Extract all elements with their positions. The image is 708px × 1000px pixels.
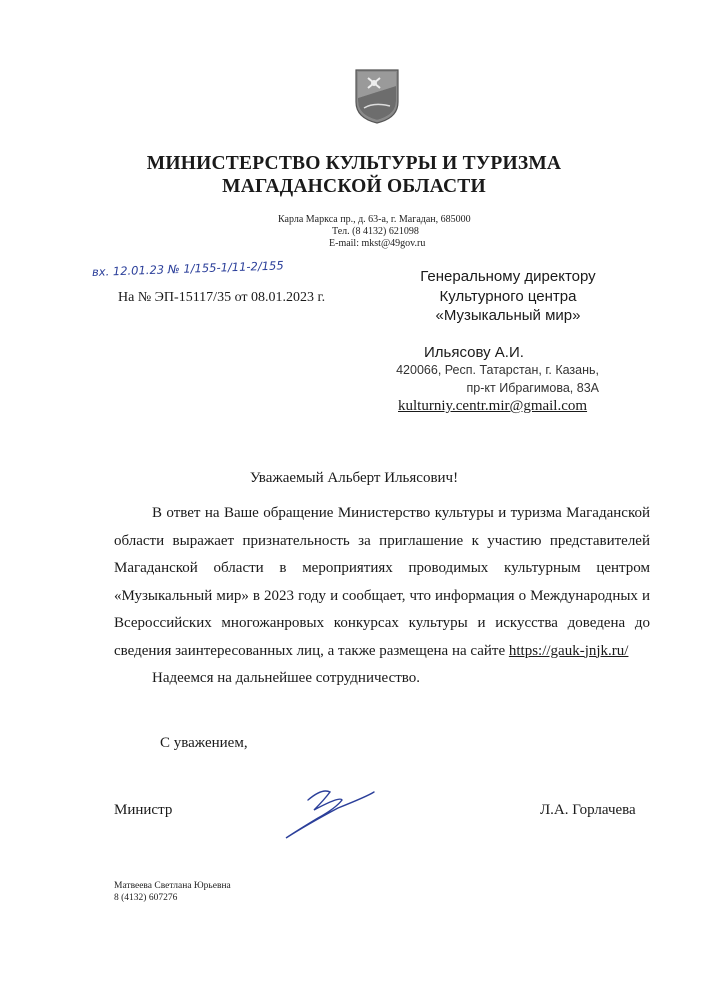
recipient-name: Ильясову А.И.	[424, 344, 524, 361]
ministry-address: Карла Маркса пр., д. 63-а, г. Магадан, 685000	[278, 214, 471, 225]
ministry-phone: Тел. (8 4132) 621098	[332, 226, 419, 237]
ministry-title-line2: МАГАДАНСКОЙ ОБЛАСТИ	[222, 176, 486, 197]
ministry-email: E-mail: mkst@49gov.ru	[329, 238, 426, 249]
letter-paragraph-1-text: В ответ на Ваше обращение Министерство культуры и туризма Магаданской области выражает признательность за приглашение к участию представителей Магаданской области в мероприятиях проводимых культурным центром «Музыкальный мир» в 2023 году и сообщает, что информация о Международных и Всероссийских многожанровых конкурсах культуры и искусства доведена до сведения заинтересованных лиц, а также размещена на сайте	[114, 505, 650, 659]
site-link[interactable]: https://gauk-jnjk.ru/	[508, 642, 629, 659]
outgoing-reference: На № ЭП-15117/35 от 08.01.2023 г.	[118, 290, 326, 305]
executor-info	[114, 880, 231, 904]
closing: С уважением,	[160, 735, 248, 751]
coat-of-arms-icon	[354, 68, 400, 124]
recipient-line2: Культурного центра	[439, 288, 577, 305]
executor-name: Матвеева Светлана Юрьевна	[114, 881, 231, 891]
handwritten-registration-note: вх. 12.01.23 № 1/155-1/11-2/155	[91, 258, 284, 279]
ministry-title-line1: МИНИСТЕРСТВО КУЛЬТУРЫ И ТУРИЗМА	[146, 153, 562, 174]
signature-icon	[278, 778, 378, 842]
recipient-line3: «Музыкальный мир»	[435, 307, 581, 324]
recipient-address-line2: пр-кт Ибрагимова, 83А	[466, 381, 599, 395]
recipient-email[interactable]: kulturniy.centr.mir@gmail.com	[398, 398, 588, 414]
recipient-line1: Генеральному директору	[420, 268, 596, 285]
letter-body	[114, 500, 650, 693]
greeting: Уважаемый Альберт Ильясович!	[249, 470, 459, 486]
executor-phone: 8 (4132) 607276	[114, 893, 178, 903]
letter-paragraph-2: Надеемся на дальнейшее сотрудничество.	[152, 670, 421, 686]
letter-paragraph-1	[114, 500, 650, 665]
signatory-name: Л.А. Горлачева	[540, 802, 636, 818]
recipient-address-line1: 420066, Респ. Татарстан, г. Казань,	[396, 363, 599, 377]
signatory-position: Министр	[114, 802, 173, 818]
